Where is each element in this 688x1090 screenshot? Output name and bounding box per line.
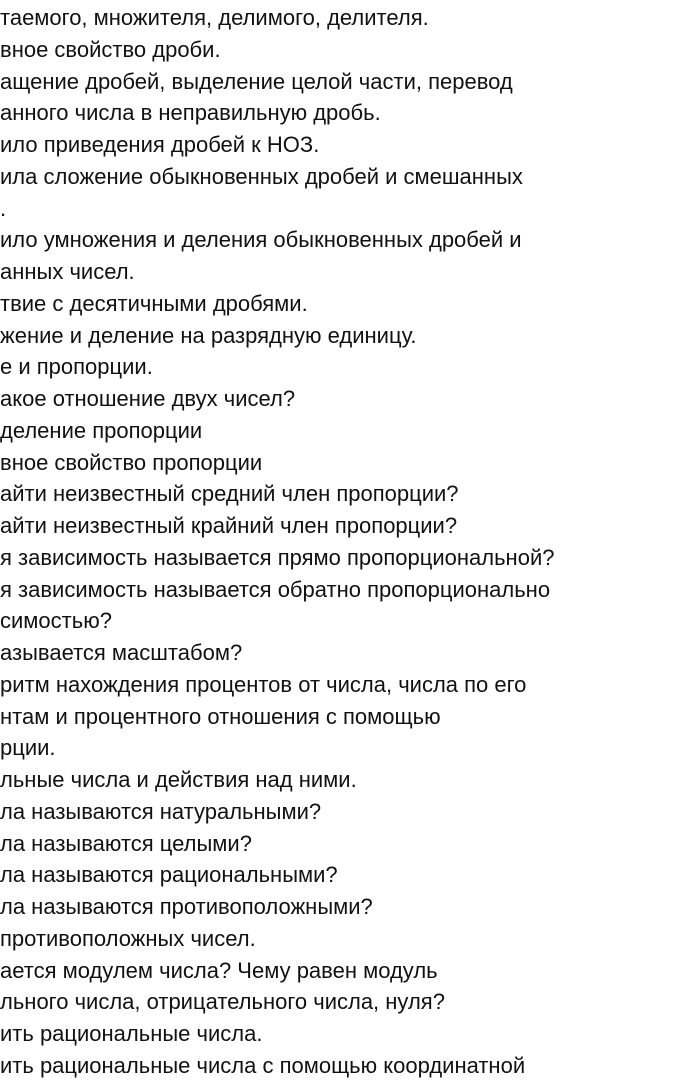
- text-line: ла называются противоположными?: [0, 894, 373, 919]
- text-line: ла называются рациональными?: [0, 862, 338, 888]
- text-line: рции.: [0, 735, 56, 761]
- text-line: я зависимость называется прямо пропорциональной?: [0, 544, 555, 570]
- text-line: ить рациональные числа с помощью координатной: [0, 1052, 526, 1078]
- text-line: акое отношение двух чисел?: [0, 386, 296, 411]
- text-line: е и пропорции.: [0, 354, 153, 380]
- text-line: ритм нахождения процентов от числа, числа по его: [0, 671, 527, 697]
- text-line: ить рациональные числа.: [0, 1021, 263, 1046]
- text-line: вное свойство пропорции: [0, 449, 263, 475]
- text-line: айти неизвестный крайний член пропорции?: [0, 513, 458, 538]
- text-line: айти неизвестный средний член пропорции?: [0, 481, 459, 507]
- text-line: симостью?: [0, 608, 112, 634]
- text-line: вное свойство дроби.: [0, 36, 221, 62]
- text-line: жение и деление на разрядную единицу.: [0, 322, 417, 348]
- text-line: нтам и процентного отношения с помощью: [0, 703, 441, 729]
- text-line: ла называются натуральными?: [0, 798, 322, 824]
- text-line: ла называются целыми?: [0, 830, 252, 856]
- text-line: ается модулем числа? Чему равен модуль: [0, 957, 438, 983]
- text-line: таемого, множителя, делимого, делителя.: [0, 5, 429, 30]
- text-line: деление пропорции: [0, 417, 203, 443]
- text-line: ило приведения дробей к НОЗ.: [0, 132, 320, 157]
- text-line: противоположных чисел.: [0, 925, 256, 951]
- text-line: льные числа и действия над ними.: [0, 767, 357, 792]
- text-line: .: [0, 195, 7, 221]
- text-line: льного числа, отрицательного числа, нуля?: [0, 989, 445, 1015]
- text-line: ило умножения и деления обыкновенных дробей и: [0, 227, 522, 253]
- text-line: анного числа в неправильную дробь.: [0, 100, 381, 126]
- text-line: анных чисел.: [0, 259, 135, 284]
- text-line: ащение дробей, выделение целой части, перевод: [0, 68, 513, 94]
- text-line: твие с десятичными дробями.: [0, 290, 308, 316]
- text-line: я зависимость называется обратно пропорционально: [0, 576, 551, 602]
- text-line: ила сложение обыкновенных дробей и смешанных: [0, 163, 523, 189]
- text-line: азывается масштабом?: [0, 640, 243, 665]
